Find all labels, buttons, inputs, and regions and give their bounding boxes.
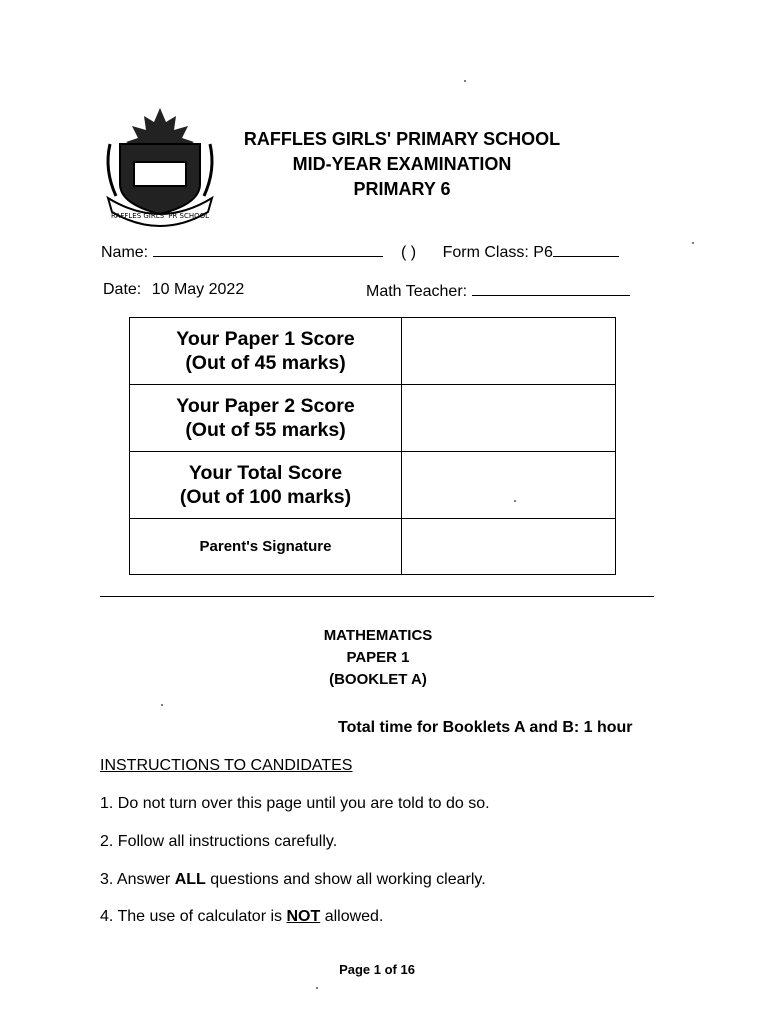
- total-score-label: Your Total Score (Out of 100 marks): [130, 452, 402, 519]
- exam-title: MID-YEAR EXAMINATION: [292, 154, 512, 174]
- paper2-score-label: Your Paper 2 Score (Out of 55 marks): [130, 385, 402, 452]
- form-class-label: Form Class: P6: [442, 244, 553, 261]
- scan-speck: [514, 500, 516, 502]
- score-table: [129, 317, 616, 575]
- instructions-heading: INSTRUCTIONS TO CANDIDATES: [100, 757, 353, 774]
- date-label: Date:: [103, 281, 142, 298]
- scan-speck: [316, 987, 318, 989]
- instruction-item: 1. Do not turn over this page until you are told to do so.: [100, 795, 490, 812]
- score-row-paper2: [130, 385, 616, 452]
- score-row-total: [130, 452, 616, 519]
- total-time: Total time for Booklets A and B: 1 hour: [338, 719, 633, 736]
- math-teacher-label: Math Teacher:: [366, 283, 468, 300]
- instruction-item: 4. The use of calculator is NOT allowed.: [100, 908, 384, 925]
- scan-speck: [464, 80, 466, 82]
- parent-signature-cell[interactable]: [402, 519, 616, 575]
- signature-row: [130, 519, 616, 575]
- crest-banner-text: RAFFLES GIRLS' PR SCHOOL: [110, 212, 210, 220]
- paper2-score-cell[interactable]: [402, 385, 616, 452]
- school-header: [222, 127, 582, 202]
- math-teacher-blank[interactable]: [472, 281, 630, 296]
- date-field-row: [103, 281, 244, 299]
- subject-name: MATHEMATICS: [323, 627, 433, 644]
- booklet-label: (BOOKLET A): [329, 671, 427, 688]
- scan-speck: [161, 704, 163, 706]
- paper1-score-cell[interactable]: [402, 318, 616, 385]
- date-value: 10 May 2022: [151, 281, 245, 298]
- instruction-item: 3. Answer ALL questions and show all working clearly.: [100, 871, 486, 888]
- scan-speck: [692, 242, 694, 244]
- name-field-row: [101, 242, 619, 262]
- score-row-paper1: [130, 318, 616, 385]
- school-name: RAFFLES GIRLS' PRIMARY SCHOOL: [243, 129, 561, 149]
- instruction-item: 2. Follow all instructions carefully.: [100, 833, 338, 850]
- form-class-blank[interactable]: [553, 242, 619, 257]
- subject-block: [278, 625, 478, 691]
- school-crest-logo: [100, 100, 220, 230]
- parent-signature-label: Parent's Signature: [130, 519, 402, 575]
- section-divider: [100, 596, 654, 597]
- page-number: Page 1 of 16: [339, 962, 415, 977]
- paper1-score-label: Your Paper 1 Score (Out of 45 marks): [130, 318, 402, 385]
- total-score-cell[interactable]: [402, 452, 616, 519]
- name-blank[interactable]: [153, 242, 383, 257]
- index-number-paren[interactable]: ( ): [401, 244, 417, 261]
- paper-number: PAPER 1: [346, 649, 410, 666]
- level-title: PRIMARY 6: [353, 179, 451, 199]
- math-teacher-row: [366, 281, 630, 301]
- name-label: Name:: [101, 244, 149, 261]
